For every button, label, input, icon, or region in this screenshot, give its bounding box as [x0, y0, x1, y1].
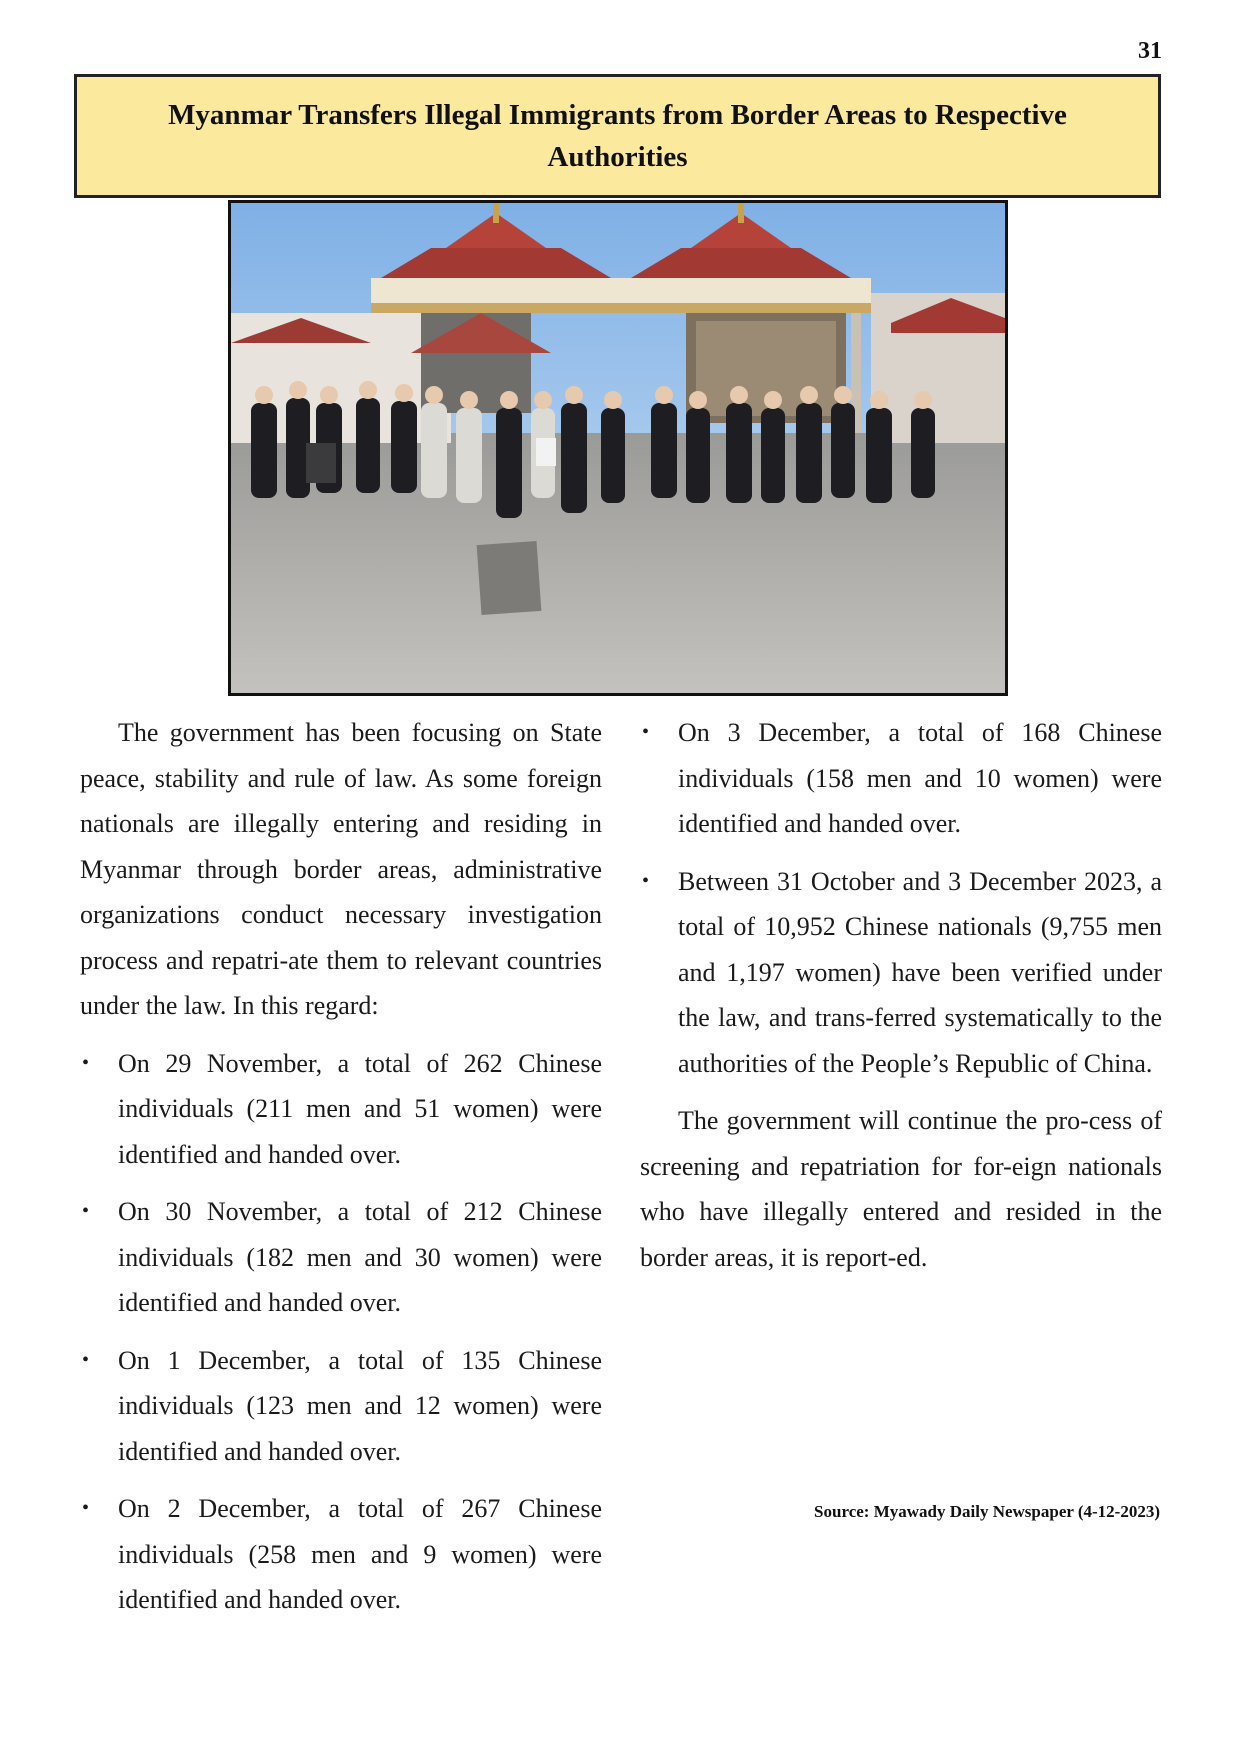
- intro-paragraph: The government has been focusing on State peace, stability and rule of law. As some foreign nationals are illegally entering and residing in Myanmar through border areas, administrative organizations conduct necessary investigation process and repatri-ate them to relevant countries under the law. In this regard:: [80, 718, 602, 1020]
- left-bullet-list: [80, 1041, 602, 1623]
- list-item-text: On 29 November, a total of 262 Chinese individuals (211 men and 51 women) were identified and handed over.: [118, 1048, 602, 1169]
- border-gate-photo: [228, 200, 1008, 696]
- list-item-text: On 30 November, a total of 212 Chinese individuals (182 men and 30 women) were identified and handed over.: [118, 1197, 602, 1317]
- right-bullet-list: [640, 710, 1162, 1086]
- bullet-icon: •: [82, 1348, 90, 1371]
- list-item-text: Between 31 October and 3 December 2023, a total of 10,952 Chinese nationals (9,755 men and 1,197 women) have been verified under the law, and trans-ferred systematically to the authorities of the People’s Republic of China.: [678, 866, 1162, 1078]
- left-column: [80, 710, 602, 1635]
- closing-paragraph: The government will continue the pro-cess of screening and repatriation for for-eign nationals who have illegally entered and resided in the border areas, it is report-ed.: [640, 1106, 1162, 1272]
- list-item: [80, 1189, 602, 1326]
- list-item-text: On 2 December, a total of 267 Chinese individuals (258 men and 9 women) were identified and handed over.: [118, 1494, 602, 1614]
- right-column: [640, 710, 1162, 1292]
- list-item: [80, 1486, 602, 1623]
- list-item-text: On 3 December, a total of 168 Chinese individuals (158 men and 10 women) were identified and handed over.: [678, 718, 1162, 838]
- photo-illustration: [231, 203, 1005, 693]
- bullet-icon: •: [82, 1497, 90, 1519]
- title-banner: [74, 74, 1161, 198]
- list-item: [80, 1041, 602, 1178]
- source-citation: Source: Myawady Daily Newspaper (4-12-2023): [814, 1502, 1160, 1521]
- bullet-icon: •: [82, 1051, 90, 1074]
- list-item-text: On 1 December, a total of 135 Chinese individuals (123 men and 12 women) were identified and handed over.: [118, 1345, 602, 1466]
- bullet-icon: •: [642, 721, 650, 743]
- bullet-icon: •: [82, 1200, 90, 1222]
- list-item: [640, 710, 1162, 847]
- list-item: [640, 859, 1162, 1087]
- article-title: Myanmar Transfers Illegal Immigrants from Border Areas to Respective Authorities: [168, 99, 1067, 173]
- bullet-icon: •: [642, 869, 650, 892]
- page-number: 31: [1138, 38, 1162, 64]
- list-item: [80, 1338, 602, 1475]
